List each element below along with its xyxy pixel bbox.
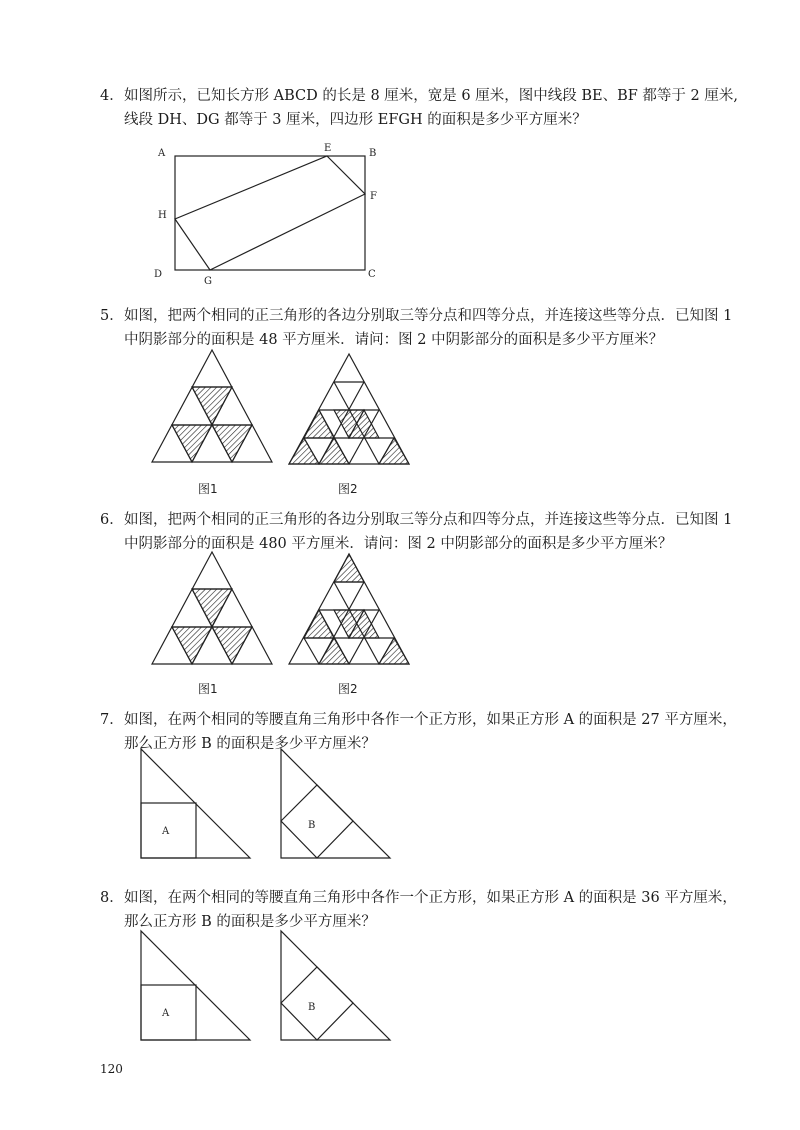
right-triangle-square-b [280, 748, 395, 860]
square-b [281, 785, 353, 858]
caption-fig1: 图1 [198, 682, 218, 696]
problem-text: 如图，把两个相同的正三角形的各边分别取三等分点和四等分点，并连接这些等分点．已知图 1 中阴影部分的面积是 480 平方厘米．请问：图 2 中阴影部分的面积是多少平方厘米？ [124, 512, 733, 552]
problem-8 [100, 886, 740, 934]
square-b [281, 967, 353, 1040]
problem-number: 4． [100, 88, 124, 104]
triangle-figure-1 [146, 552, 286, 672]
label-d: D [154, 269, 163, 280]
right-triangle-square-a [140, 748, 255, 860]
quadrilateral-efgh [175, 156, 365, 270]
shaded-triangle [379, 638, 409, 664]
problem-number: 8． [100, 890, 124, 906]
shaded-triangle [192, 589, 232, 627]
square-b-label: B [308, 1002, 316, 1013]
right-triangle-square-b [280, 930, 395, 1042]
shaded-triangle [379, 438, 409, 464]
shaded-triangle [319, 438, 349, 464]
triangle-figure-2 [285, 352, 425, 472]
label-f: F [370, 191, 377, 202]
shaded-triangle [304, 610, 334, 638]
rectangle-abcd [175, 156, 365, 270]
triangle-figure-1 [146, 350, 286, 470]
shaded-triangle [212, 425, 252, 462]
triangle-figure-2 [285, 552, 425, 672]
shaded-triangle [334, 554, 364, 582]
shaded-triangle [304, 410, 334, 438]
label-h: H [158, 210, 167, 221]
page-number: 120 [100, 1062, 123, 1076]
problem-5 [100, 304, 740, 352]
shaded-triangle [289, 438, 319, 464]
label-e: E [324, 143, 332, 154]
caption-fig2: 图2 [338, 482, 358, 496]
problem-number: 7． [100, 712, 124, 728]
square-a-label: A [162, 1008, 170, 1019]
problem-text: 如图所示，已知长方形 ABCD 的长是 8 厘米，宽是 6 厘米，图中线段 BE、BF 都等于 2 厘米, 线段 DH、DG 都等于 3 厘米，四边形 EFGH 的面积是多少平方厘米？ [124, 88, 738, 128]
problem-text: 如图，在两个相同的等腰直角三角形中各作一个正方形，如果正方形 A 的面积是 27 平方厘米，那么正方形 B 的面积是多少平方厘米？ [124, 712, 737, 752]
square-a-label: A [162, 826, 170, 837]
right-triangle-square-a [140, 930, 255, 1042]
shaded-triangle [172, 425, 212, 462]
caption-fig1: 图1 [198, 482, 218, 496]
label-b: B [369, 148, 377, 159]
problem-number: 6． [100, 512, 124, 528]
problem-text: 如图，在两个相同的等腰直角三角形中各作一个正方形，如果正方形 A 的面积是 36 平方厘米，那么正方形 B 的面积是多少平方厘米？ [124, 890, 737, 930]
label-a: A [158, 148, 166, 159]
shaded-triangle [212, 627, 252, 664]
label-g: G [204, 276, 212, 287]
caption-fig2: 图2 [338, 682, 358, 696]
problem-4 [100, 84, 740, 132]
shaded-triangle [319, 638, 349, 664]
label-c: C [368, 269, 376, 280]
shaded-triangle [192, 387, 232, 425]
problem-number: 5． [100, 308, 124, 324]
problem-text: 如图，把两个相同的正三角形的各边分别取三等分点和四等分点，并连接这些等分点．已知图 1 中阴影部分的面积是 48 平方厘米．请问：图 2 中阴影部分的面积是多少平方厘米？ [124, 308, 733, 348]
square-b-label: B [308, 820, 316, 831]
rectangle-figure [150, 142, 390, 292]
shaded-triangle [172, 627, 212, 664]
problem-6 [100, 508, 740, 556]
